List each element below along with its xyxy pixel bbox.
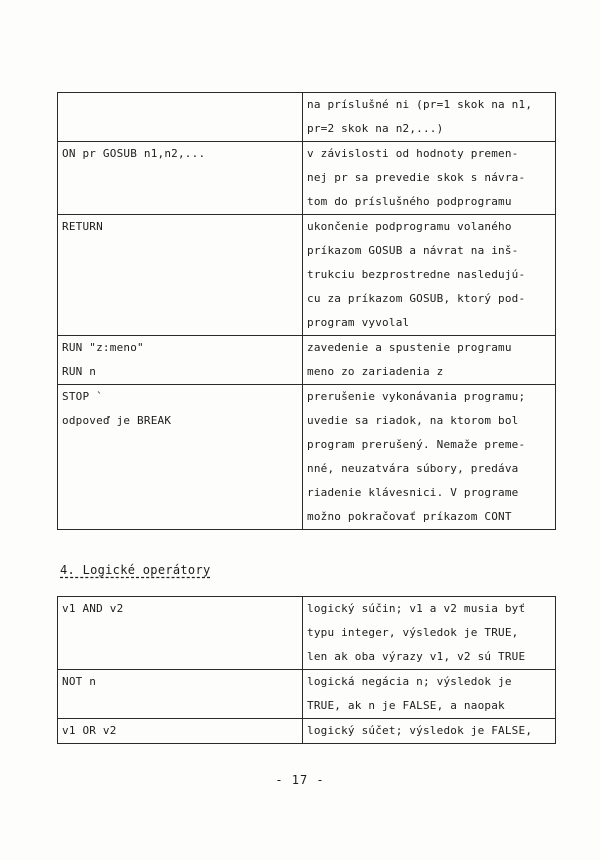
description-line: logický súčet; výsledok je FALSE, bbox=[307, 724, 533, 737]
table-row bbox=[58, 719, 556, 744]
description-line: ukončenie podprogramu volaného bbox=[307, 220, 512, 233]
page-number: - 17 - bbox=[275, 773, 325, 787]
table-row bbox=[58, 385, 556, 530]
description-line: pr=2 skok na n2,...) bbox=[307, 122, 444, 135]
description-line: nné, neuzatvára súbory, predáva bbox=[307, 462, 519, 475]
table-row bbox=[58, 93, 556, 142]
command-cell bbox=[58, 142, 303, 215]
description-line: nej pr sa prevedie skok s návra- bbox=[307, 171, 526, 184]
description-line: príkazom GOSUB a návrat na inš- bbox=[307, 244, 519, 257]
table-row bbox=[58, 142, 556, 215]
description-cell bbox=[303, 215, 556, 336]
description-line: trukciu bezprostredne nasledujú- bbox=[307, 268, 526, 281]
description-line: riadenie klávesnici. V programe bbox=[307, 486, 519, 499]
command-line: NOT n bbox=[62, 675, 97, 688]
description-line: cu za príkazom GOSUB, ktorý pod- bbox=[307, 292, 526, 305]
command-cell bbox=[58, 93, 303, 142]
description-line: na príslušné ni (pr=1 skok na n1, bbox=[307, 98, 533, 111]
table-row bbox=[58, 336, 556, 385]
logical-operators-table bbox=[57, 596, 556, 744]
description-line: uvedie sa riadok, na ktorom bol bbox=[307, 414, 519, 427]
description-line: TRUE, ak n je FALSE, a naopak bbox=[307, 699, 505, 712]
command-line: RUN "z:meno" bbox=[62, 341, 144, 354]
description-line: zavedenie a spustenie programu bbox=[307, 341, 512, 354]
commands-table bbox=[57, 92, 556, 530]
command-cell bbox=[58, 215, 303, 336]
description-line: možno pokračovať príkazom CONT bbox=[307, 510, 512, 523]
command-line: odpoveď je BREAK bbox=[62, 414, 172, 427]
command-cell bbox=[58, 385, 303, 530]
command-line: RETURN bbox=[62, 220, 103, 233]
description-line: prerušenie vykonávania programu; bbox=[307, 390, 526, 403]
description-line: typu integer, výsledok je TRUE, bbox=[307, 626, 519, 639]
description-cell bbox=[303, 142, 556, 215]
description-line: meno zo zariadenia z bbox=[307, 365, 444, 378]
description-cell bbox=[303, 597, 556, 670]
table-row bbox=[58, 597, 556, 670]
description-line: program vyvolal bbox=[307, 316, 410, 329]
description-cell bbox=[303, 719, 556, 744]
command-cell bbox=[58, 719, 303, 744]
command-cell bbox=[58, 670, 303, 719]
description-line: v závislosti od hodnoty premen- bbox=[307, 147, 519, 160]
description-cell bbox=[303, 385, 556, 530]
command-line: RUN n bbox=[62, 365, 97, 378]
command-cell bbox=[58, 336, 303, 385]
table-row bbox=[58, 215, 556, 336]
description-line: logický súčin; v1 a v2 musia byť bbox=[307, 602, 526, 615]
description-cell bbox=[303, 336, 556, 385]
description-line: len ak oba výrazy v1, v2 sú TRUE bbox=[307, 650, 526, 663]
section-heading: 4. Logické operátory bbox=[60, 563, 211, 577]
description-line: logická negácia n; výsledok je bbox=[307, 675, 512, 688]
command-line: v1 AND v2 bbox=[62, 602, 124, 615]
description-line: tom do príslušného podprogramu bbox=[307, 195, 512, 208]
description-cell bbox=[303, 93, 556, 142]
command-line: STOP ` bbox=[62, 390, 103, 403]
command-line: v1 OR v2 bbox=[62, 724, 117, 737]
description-line: program prerušený. Nemaže preme- bbox=[307, 438, 526, 451]
table-row bbox=[58, 670, 556, 719]
command-line: ON pr GOSUB n1,n2,... bbox=[62, 147, 206, 160]
description-cell bbox=[303, 670, 556, 719]
command-cell bbox=[58, 597, 303, 670]
